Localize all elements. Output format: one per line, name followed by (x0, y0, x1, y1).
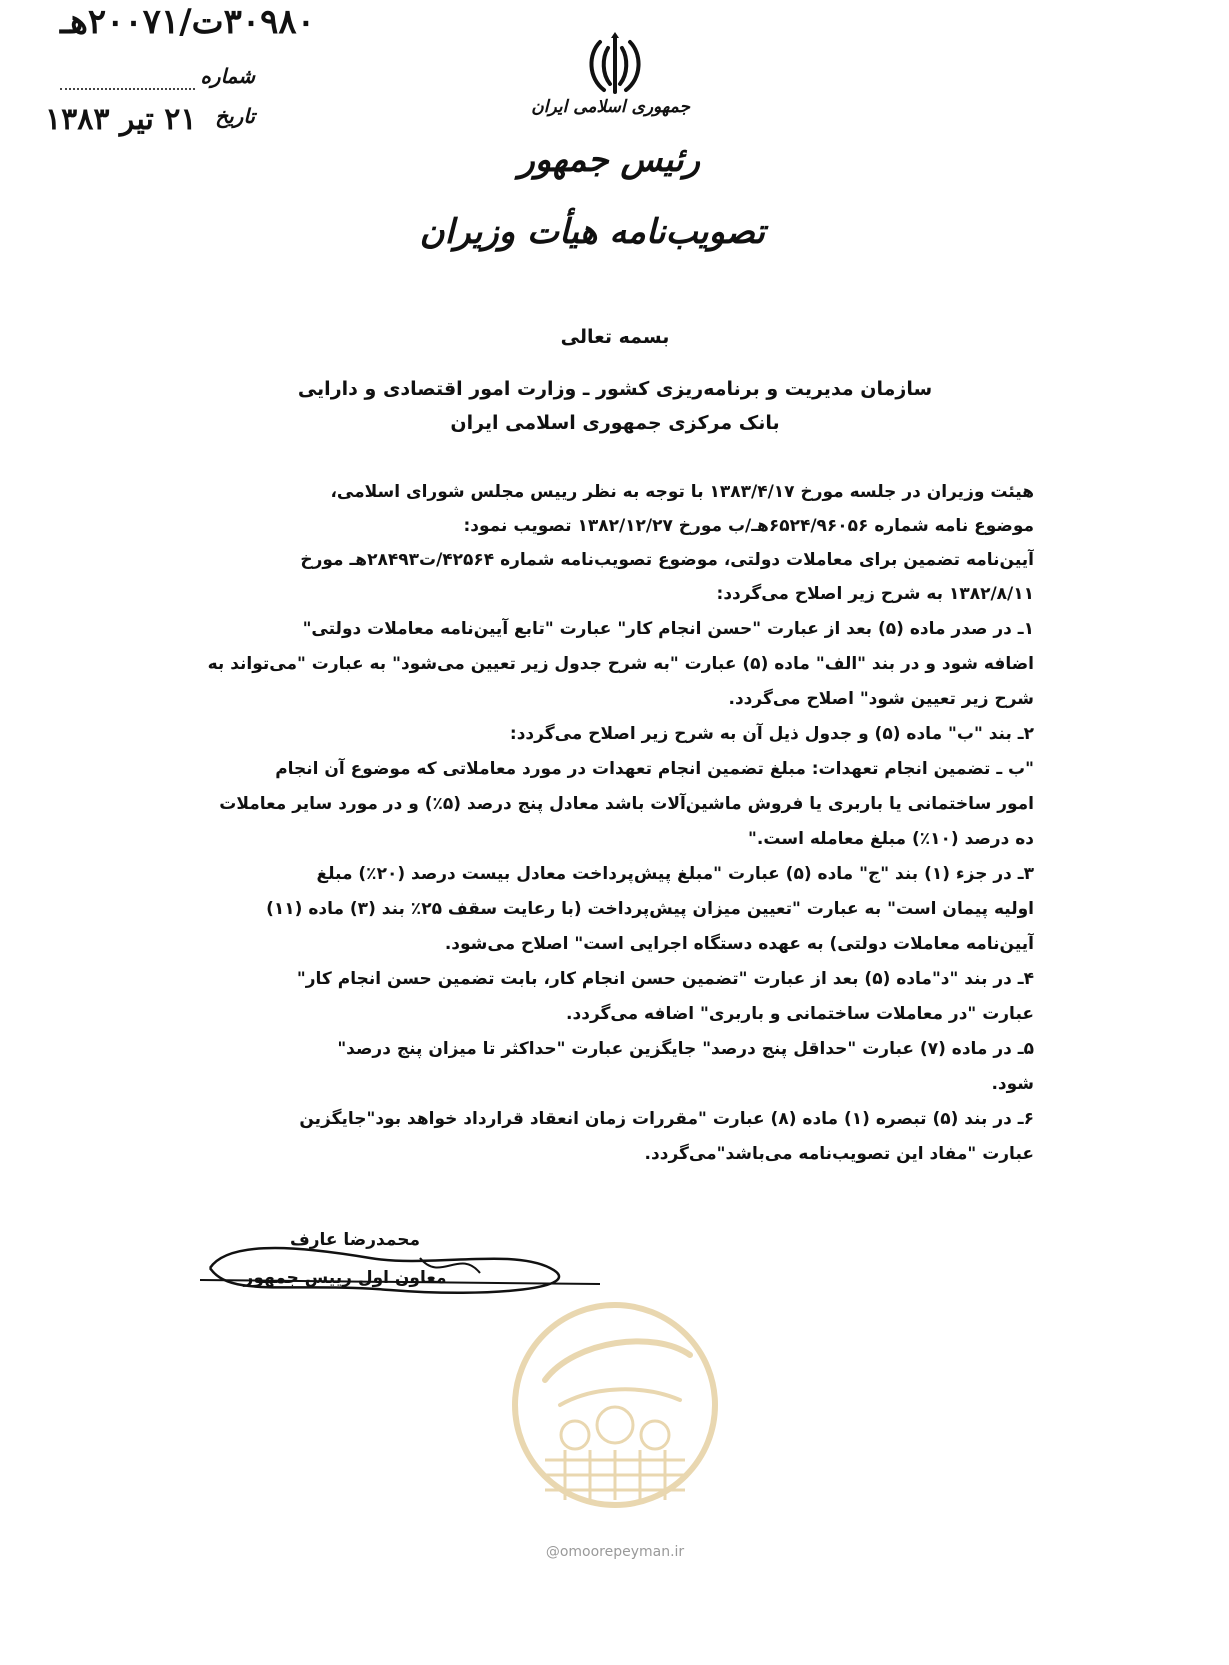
body-line: ۳ـ در جزء (۱) بند "ج" ماده (۵) عبارت "مبلغ پیش‌پرداخت معادل بیست درصد (۲۰٪) مبلغ (316, 864, 1034, 884)
body-line: شود. (991, 1074, 1034, 1094)
handwritten-date: ۲۱ تیر ۱۳۸۳ (45, 102, 197, 137)
body-line: ۲ـ بند "ب" ماده (۵) و جدول ذیل آن به شرح زیر اصلاح می‌گردد: (509, 724, 1034, 744)
addressee-line-2: بانک مرکزی جمهوری اسلامی ایران (450, 412, 780, 434)
watermark-url: @omoorepeyman.ir (545, 1544, 685, 1560)
body-line: امور ساختمانی یا باربری یا فروش ماشین‌آلات باشد معادل پنج درصد (۵٪) و در مورد سایر معاملات (219, 794, 1034, 814)
cabinet-approval-title: تصویب‌نامه هیأت وزیران (419, 212, 765, 252)
watermark-logo (505, 1285, 725, 1545)
body-line: آیین‌نامه معاملات دولتی) به عهده دستگاه اجرایی است" اصلاح می‌شود. (444, 934, 1034, 954)
number-dotted-line (60, 88, 195, 90)
handwritten-ref-number: ۳۰۹۸۰ت/۲۰۰۷۱هـ (60, 2, 315, 42)
body-line: ۱۳۸۲/۸/۱۱ به شرح زیر اصلاح می‌گردد: (716, 584, 1034, 604)
body-line: ۱ـ در صدر ماده (۵) بعد از عبارت "حسن انجام کار" عبارت "تابع آیین‌نامه معاملات دولتی" (302, 619, 1034, 639)
iran-emblem-icon (580, 30, 650, 100)
body-line: عبارت "مفاد این تصویب‌نامه می‌باشد"می‌گردد. (644, 1144, 1034, 1164)
body-line: آیین‌نامه تضمین برای معاملات دولتی، موضوع تصویب‌نامه شماره ۴۲۵۶۴/ت۲۸۴۹۳هـ مورخ (300, 550, 1034, 570)
addressee-line-1: سازمان مدیریت و برنامه‌ریزی کشور ـ وزارت امور اقتصادی و دارایی (297, 378, 933, 400)
bismillah-heading: بسمه تعالی (560, 326, 670, 348)
date-label: تاریخ (215, 104, 255, 128)
body-line: ۵ـ در ماده (۷) عبارت "حداقل پنج درصد" جایگزین عبارت "حداکثر تا میزان پنج درصد" (337, 1039, 1034, 1059)
body-line: ۴ـ در بند "د"ماده (۵) بعد از عبارت "تضمین حسن انجام کار، بابت تضمین حسن انجام کار" (296, 969, 1034, 989)
president-title: رئیس جمهور (518, 140, 700, 180)
body-line: ۶ـ در بند (۵) تبصره (۱) ماده (۸) عبارت "مقررات زمان انعقاد قرارداد خواهد بود"جایگزین (299, 1109, 1034, 1129)
body-line: هیئت وزیران در جلسه مورخ ۱۳۸۳/۴/۱۷ با توجه به نظر رییس مجلس شورای اسلامی، (330, 482, 1034, 502)
body-line: اضافه شود و در بند "الف" ماده (۵) عبارت "به شرح جدول زیر تعیین می‌شود" به عبارت "می‌تواند به (207, 654, 1034, 674)
body-line: اولیه پیمان است" به عبارت "تعیین میزان پیش‌پرداخت (با رعایت سقف ۲۵٪ بند (۳) ماده (۱۱) (266, 899, 1034, 919)
signatory-title: معاون اول رییس جمهور (243, 1268, 447, 1288)
body-line: شرح زیر تعیین شود" اصلاح می‌گردد. (728, 689, 1034, 709)
number-label: شماره (200, 64, 255, 88)
body-line: موضوع نامه شماره ۶۵۲۴/۹۶۰۵۶هـ/ب مورخ ۱۳۸۲/۱۲/۲۷ تصویب نمود: (463, 516, 1034, 536)
signatory-name: محمدرضا عارف (289, 1230, 421, 1250)
body-line: ده درصد (۱۰٪) مبلغ معامله است." (748, 829, 1034, 849)
body-line: "ب ـ تضمین انجام تعهدات: مبلغ تضمین انجام تعهدات در مورد معاملاتی که موضوع آن انجام (275, 759, 1034, 779)
republic-title: جمهوری اسلامی ایران (531, 97, 690, 117)
body-line: عبارت "در معاملات ساختمانی و باربری" اضافه می‌گردد. (566, 1004, 1034, 1024)
